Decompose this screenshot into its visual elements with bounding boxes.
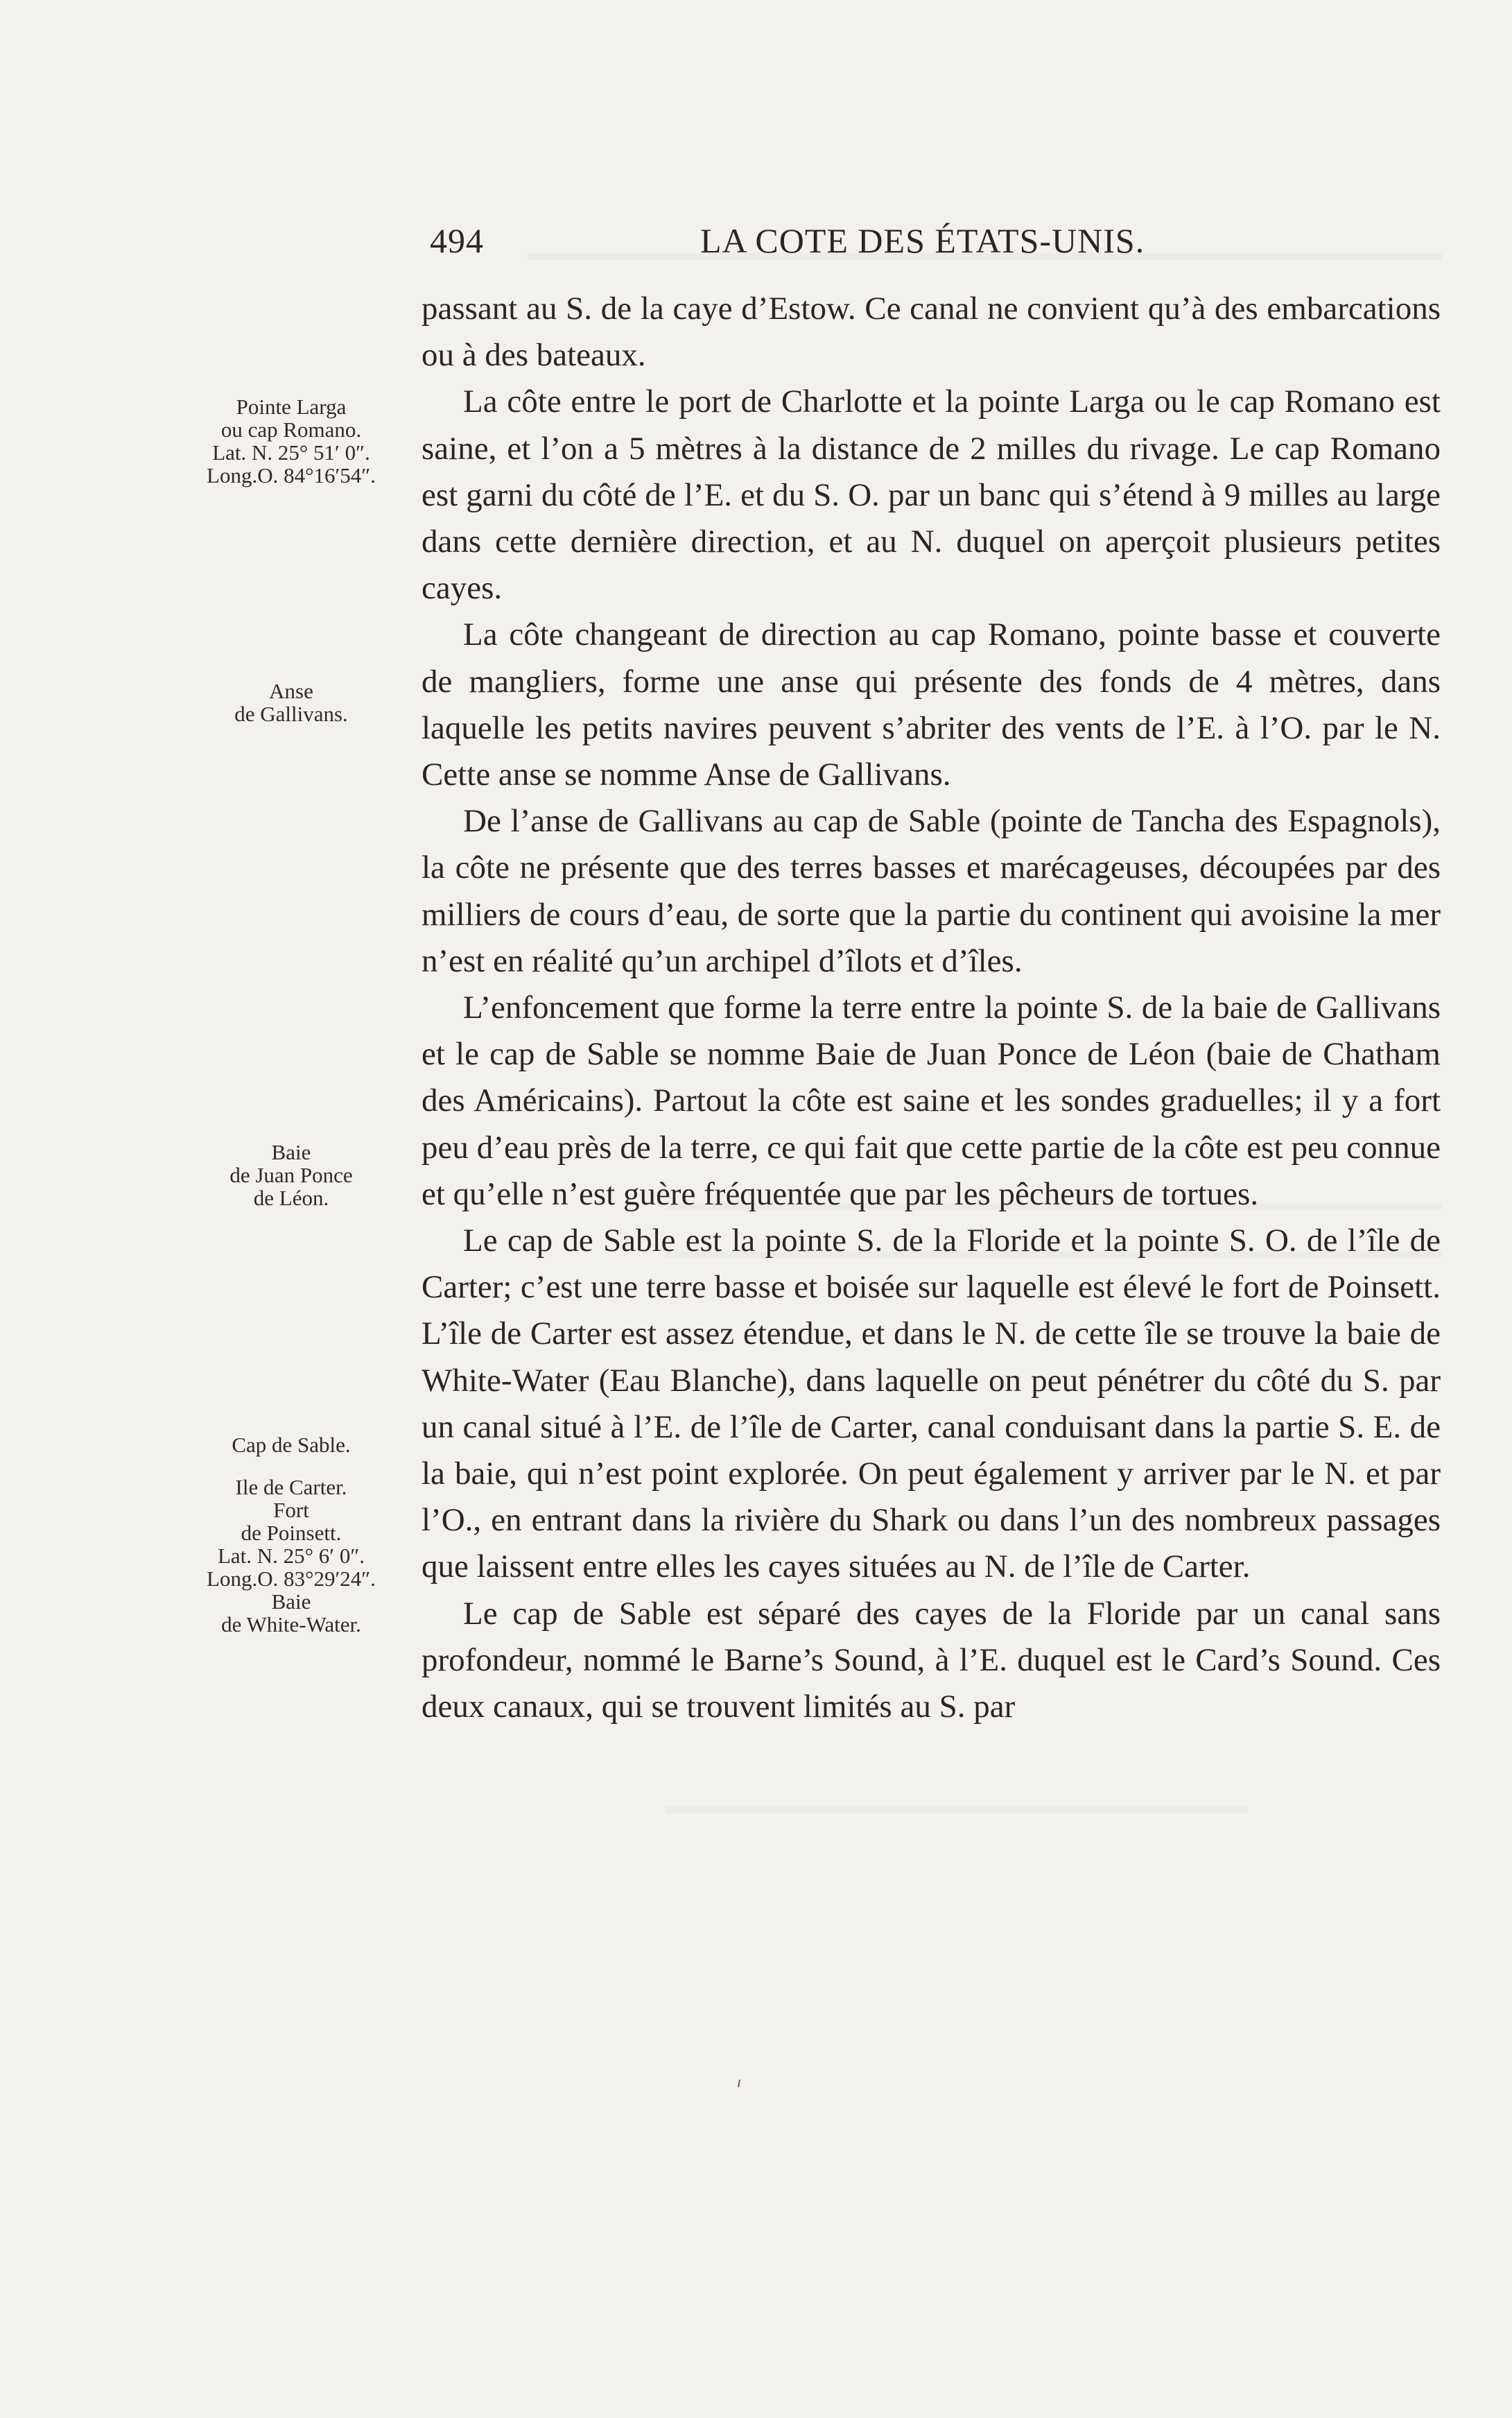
margin-note-cap-de-sable: [173, 1433, 409, 1456]
margin-line: Fort: [273, 1498, 309, 1522]
ink-speck: [736, 2070, 742, 2094]
margin-line: Lat. N. 25° 6′ 0″.: [217, 1544, 365, 1568]
margin-line: ou cap Romano.: [220, 417, 362, 442]
page-title: LA COTE DES ÉTATS-UNIS.: [700, 221, 1145, 260]
margin-line: Lat. N. 25° 51′ 0″.: [212, 440, 370, 465]
margin-line: Ile de Carter.: [235, 1475, 347, 1499]
margin-line: de White-Water.: [221, 1612, 361, 1637]
paragraph: passant au S. de la caye d’Estow. Ce canal ne convient qu’à des embarcations ou à des bateaux.: [422, 291, 1441, 374]
margin-note-ile-de-carter: [173, 1476, 409, 1636]
margin-line: Baie: [271, 1140, 311, 1164]
paragraph: De l’anse de Gallivans au cap de Sable (pointe de Tancha des Espagnols), la côte ne présente que des terres basses et marécageuses, découpées par des milliers de cours d’eau, de sorte que la partie du continent qui avoisine la mer n’est en réalité qu’un archipel d’îlots et d’îles.: [422, 803, 1441, 979]
paragraph: L’enfoncement que forme la terre entre la pointe S. de la baie de Gallivans et le cap de Sable se nomme Baie de Juan Ponce de Léon (baie de Chatham des Américains). Partout la côte est saine et les sondes graduelles; il y a fort peu d’eau près de la terre, ce qui fait que cette partie de la côte est peu connue et qu’elle n’est guère fréquentée que par les pêcheurs de tortues.: [422, 990, 1441, 1212]
ink-speck-shape: [736, 2079, 742, 2089]
paragraph: La côte entre le port de Charlotte et la pointe Larga ou le cap Romano est saine, et l’on a 5 mètres à la distance de 2 milles du rivage. Le cap Romano est garni du côté de l’E. et du S. O. par un banc qui s’étend à 9 milles au large dans cette dernière direction, et au N. duquel on aperçoit plusieurs petites cayes.: [422, 383, 1441, 607]
margin-note-pointe-larga: [173, 395, 409, 487]
paragraph: Le cap de Sable est séparé des cayes de la Floride par un canal sans profondeur, nommé le Barne’s Sound, à l’E. duquel est le Card’s Sound. Ces deux canaux, qui se trouvent limités au S. par: [422, 1595, 1441, 1725]
margin-line: Pointe Larga: [236, 395, 347, 419]
margin-line: Long.O. 83°29′24″.: [207, 1566, 376, 1591]
margin-note-baie-juan-ponce: [173, 1141, 409, 1209]
margin-line: Anse: [269, 679, 313, 703]
margin-line: de Gallivans.: [234, 702, 348, 726]
margin-line: Baie: [271, 1589, 311, 1614]
margin-line: de Léon.: [253, 1186, 329, 1210]
margin-line: Long.O. 84°16′54″.: [207, 463, 376, 487]
page-number: 494: [430, 221, 484, 260]
paragraph: La côte changeant de direction au cap Romano, pointe basse et couverte de mangliers, forme une anse qui présente des fonds de 4 mètres, dans laquelle les petits navires peuvent s’abriter des vents de l’E. à l’O. par le N. Cette anse se nomme Anse de Gallivans.: [422, 616, 1441, 793]
margin-line: de Juan Ponce: [229, 1163, 353, 1187]
margin-line: Cap de Sable.: [232, 1433, 351, 1457]
body-text: [422, 286, 1441, 1730]
margin-note-anse-gallivans: [173, 680, 409, 725]
margin-line: de Poinsett.: [241, 1521, 342, 1545]
paragraph: Le cap de Sable est la pointe S. de la Floride et la pointe S. O. de l’île de Carter; c’est une terre basse et boisée sur laquelle est élevé le fort de Poinsett. L’île de Carter est assez étendue, et dans le N. de cette île se trouve la baie de White-Water (Eau Blanche), dans laquelle on peut pénétrer du côté du S. par un canal situé à l’E. de l’île de Carter, canal conduisant dans la partie S. E. de la baie, qui n’est point explorée. On peut également y arriver par le N. et par l’O., en entrant dans la rivière du Shark ou dans l’un des nombreux passages que laissent entre elles les cayes situées au N. de l’île de Carter.: [422, 1223, 1441, 1585]
